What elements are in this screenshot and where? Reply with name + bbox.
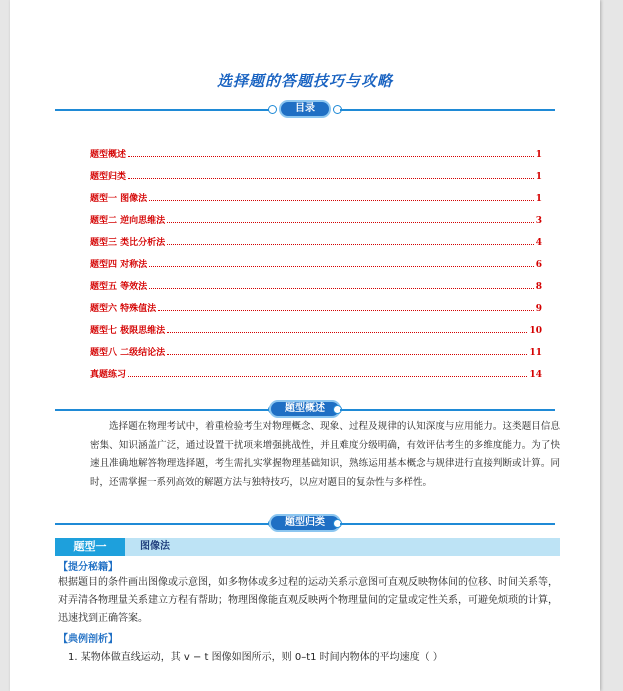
toc-heading: 目录 xyxy=(279,100,331,118)
toc-item[interactable] xyxy=(90,270,542,292)
toc-item[interactable] xyxy=(90,292,542,314)
overview-heading-divider xyxy=(55,400,555,420)
toc-item-page: 10 xyxy=(529,326,542,336)
toc-leader-dots xyxy=(128,155,534,157)
toc-item-page: 8 xyxy=(535,282,542,292)
toc-leader-dots xyxy=(167,331,527,333)
toc-item-label: 题型五 等效法 xyxy=(90,282,148,292)
toc-item-page: 4 xyxy=(535,238,542,248)
toc-item-label: 题型二 逆向思维法 xyxy=(90,216,166,226)
toc-item[interactable] xyxy=(90,358,542,380)
tips-paragraph: 根据题目的条件画出图像或示意图，如多物体或多过程的运动关系示意图可直观反映物体间的位移、时间关系等，对弄清各物理量关系建立方程有帮助；物理图像能直观反映两个物理量间的定量或定性关系，可避免烦琐的计算，迅速找到正确答案。 xyxy=(58,577,558,624)
toc-item-label: 真题练习 xyxy=(90,370,127,380)
toc-item-page: 14 xyxy=(529,370,542,380)
document-page xyxy=(10,0,600,691)
toc-leader-dots xyxy=(128,177,534,179)
toc-item-label: 题型一 图像法 xyxy=(90,194,148,204)
tips-heading: 【提分秘籍】 xyxy=(58,562,118,573)
toc-item-label: 题型四 对称法 xyxy=(90,260,148,270)
section-name: 图像法 xyxy=(140,541,170,552)
toc-item-page: 1 xyxy=(535,150,542,160)
toc-item[interactable] xyxy=(90,182,542,204)
toc-leader-dots xyxy=(128,375,527,377)
table-of-contents xyxy=(90,138,542,380)
toc-item-page: 1 xyxy=(535,194,542,204)
viewer-scrollbar-area[interactable] xyxy=(605,0,623,691)
toc-item-label: 题型八 二级结论法 xyxy=(90,348,166,358)
toc-item-page: 1 xyxy=(535,172,542,182)
classification-heading: 题型归类 xyxy=(269,514,341,532)
toc-item[interactable] xyxy=(90,336,542,358)
example-question: 1. 某物体做直线运动，其 v − t 图像如图所示，则 0–t1 时间内物体的平均速度（ ） xyxy=(68,652,443,663)
toc-item-page: 3 xyxy=(535,216,542,226)
toc-item[interactable] xyxy=(90,314,542,336)
toc-heading-divider xyxy=(55,100,555,120)
toc-item-label: 题型六 特殊值法 xyxy=(90,304,157,314)
toc-item-label: 题型七 极限思维法 xyxy=(90,326,166,336)
toc-item[interactable] xyxy=(90,226,542,248)
toc-leader-dots xyxy=(158,309,534,311)
toc-item[interactable] xyxy=(90,160,542,182)
toc-leader-dots xyxy=(167,353,527,355)
toc-leader-dots xyxy=(149,265,534,267)
toc-leader-dots xyxy=(149,199,534,201)
example-heading: 【典例剖析】 xyxy=(58,634,118,645)
document-title: 选择题的答题技巧与攻略 xyxy=(216,72,393,90)
toc-item[interactable] xyxy=(90,248,542,270)
toc-item-page: 6 xyxy=(535,260,542,270)
toc-leader-dots xyxy=(167,243,534,245)
classification-heading-divider xyxy=(55,514,555,534)
toc-leader-dots xyxy=(167,221,534,223)
overview-heading: 题型概述 xyxy=(269,400,341,418)
toc-item-page: 9 xyxy=(535,304,542,314)
toc-item[interactable] xyxy=(90,138,542,160)
toc-item-label: 题型概述 xyxy=(90,150,127,160)
toc-item-label: 题型三 类比分析法 xyxy=(90,238,166,248)
overview-paragraph: 选择题在物理考试中，着重检验考生对物理概念、现象、过程及规律的认知深度与应用能力。这类题目信息密集、知识涵盖广泛，通过设置干扰项来增强挑战性，并且难度分级明确，有效评估考生的多维度能力。为了快速且准确地解答物理选择题，考生需扎实掌握物理基础知识，熟练运用基本概念与规律进行直接判断或计算。同时，还需掌握一系列高效的解题方法与独特技巧，以应对题目的复杂性与多样性。 xyxy=(90,421,560,488)
toc-item[interactable] xyxy=(90,204,542,226)
toc-item-label: 题型归类 xyxy=(90,172,127,182)
toc-item-page: 11 xyxy=(529,348,542,358)
section-header-bar xyxy=(55,538,560,556)
toc-leader-dots xyxy=(149,287,534,289)
section-tag: 题型一 xyxy=(55,538,125,556)
